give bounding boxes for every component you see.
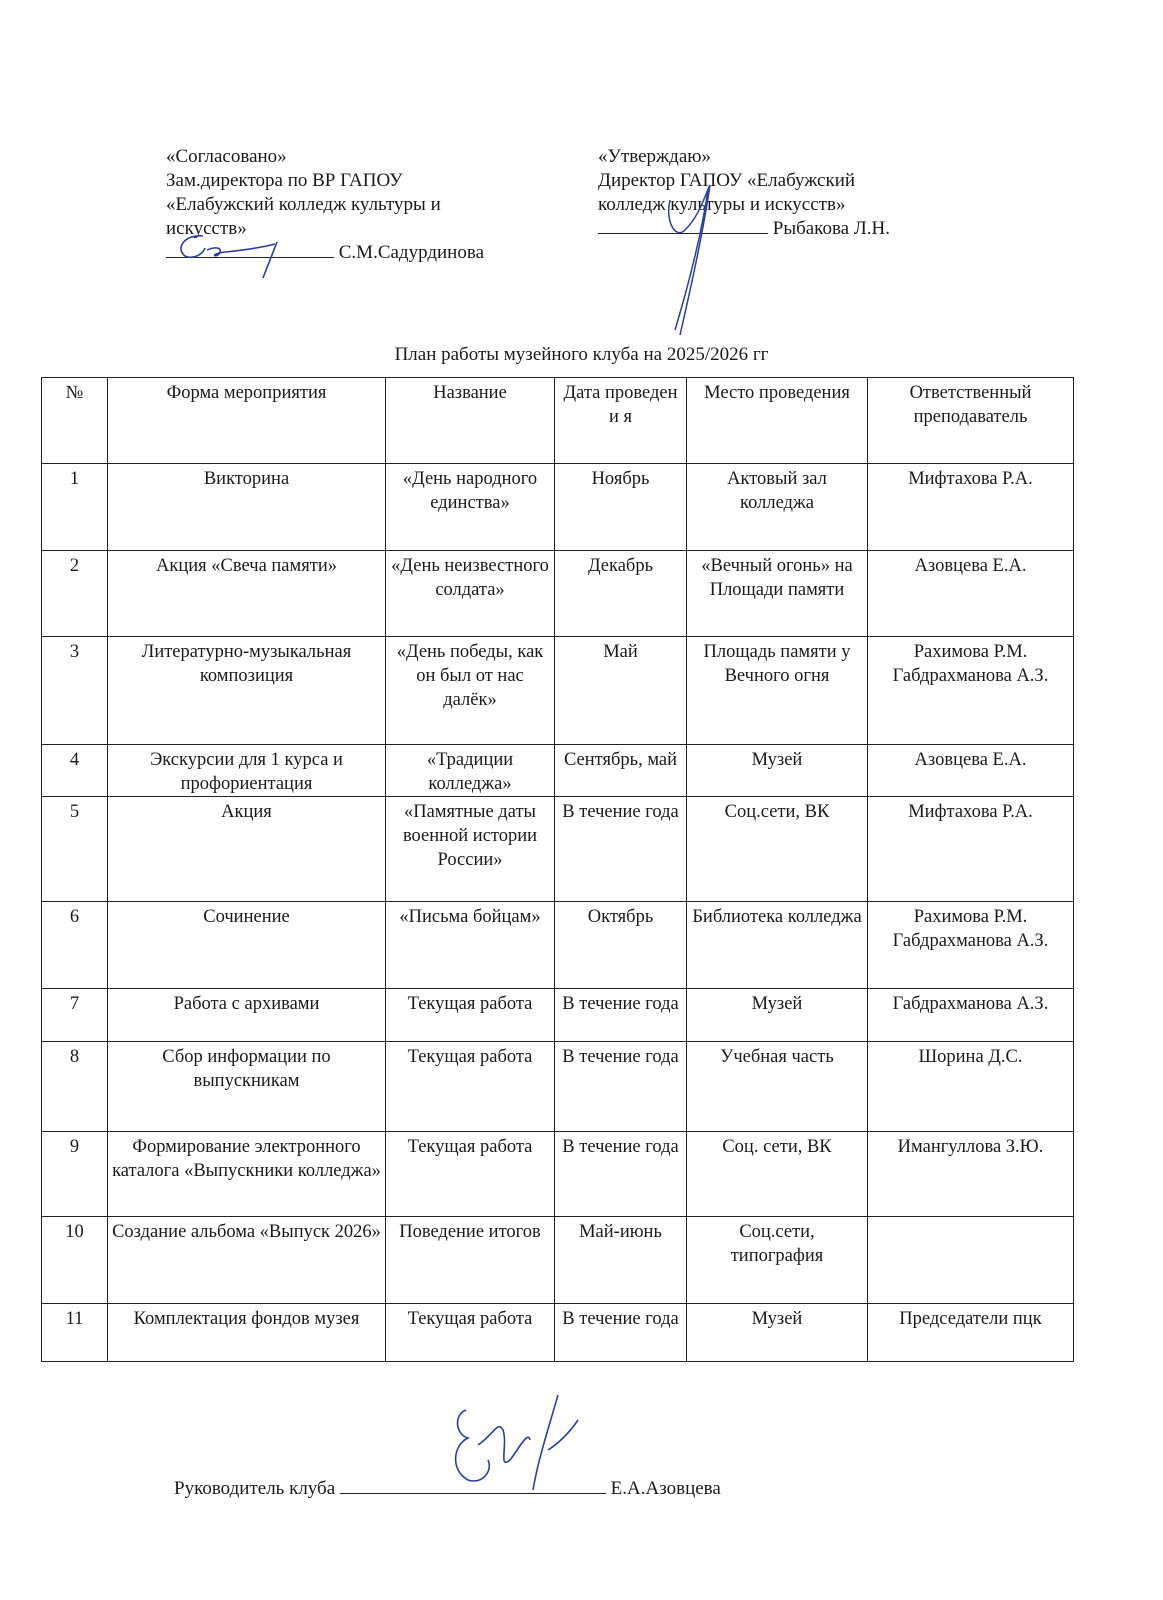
approval-left-block	[166, 145, 484, 265]
cell-date: Май-июнь	[555, 1217, 687, 1304]
approval-right-signature-line	[598, 217, 890, 241]
cell-responsible: Азовцева Е.А.	[868, 745, 1074, 797]
cell-form: Работа с архивами	[108, 989, 386, 1042]
cell-date: Ноябрь	[555, 464, 687, 551]
cell-name: Текущая работа	[386, 989, 555, 1042]
cell-form: Создание альбома «Выпуск 2026»	[108, 1217, 386, 1304]
approval-left-position: Зам.директора по ВР ГАПОУ	[166, 170, 403, 191]
cell-responsible: Рахимова Р.М. Габдрахманова А.З.	[868, 902, 1074, 989]
approval-right-position: Директор ГАПОУ «Елабужский	[598, 170, 856, 191]
cell-responsible: Имангуллова З.Ю.	[868, 1132, 1074, 1217]
approval-left-heading: «Согласовано»	[166, 146, 287, 167]
cell-form: Акция	[108, 797, 386, 902]
cell-form: Экскурсии для 1 курса и профориентация	[108, 745, 386, 797]
table-row	[42, 1217, 1074, 1304]
cell-num: 7	[42, 989, 108, 1042]
cell-responsible: Рахимова Р.М. Габдрахманова А.З.	[868, 637, 1074, 745]
signature-blank	[340, 1493, 606, 1494]
cell-name: Текущая работа	[386, 1042, 555, 1132]
approval-right-heading: «Утверждаю»	[598, 146, 711, 167]
table-row	[42, 551, 1074, 637]
header-num: №	[42, 378, 108, 464]
cell-form: Формирование электронного каталога «Выпускники колледжа»	[108, 1132, 386, 1217]
document-title: План работы музейного клуба на 2025/2026 гг	[394, 344, 769, 365]
approval-right-signer: Рыбакова Л.Н.	[772, 218, 890, 239]
cell-form: Сбор информации по выпускникам	[108, 1042, 386, 1132]
cell-date: В течение года	[555, 1042, 687, 1132]
cell-place: Музей	[687, 1304, 868, 1362]
cell-form: Акция «Свеча памяти»	[108, 551, 386, 637]
signature-blank	[166, 257, 334, 258]
cell-place: Музей	[687, 745, 868, 797]
table-row	[42, 745, 1074, 797]
cell-place: Соц.сети, типография	[687, 1217, 868, 1304]
signature-blank	[598, 233, 768, 234]
cell-num: 1	[42, 464, 108, 551]
table-row	[42, 1132, 1074, 1217]
cell-responsible: Шорина Д.С.	[868, 1042, 1074, 1132]
cell-date: Сентябрь, май	[555, 745, 687, 797]
approval-right-organization: колледж культуры и искусств»	[598, 194, 846, 215]
cell-responsible: Председатели пцк	[868, 1304, 1074, 1362]
cell-responsible	[868, 1217, 1074, 1304]
cell-num: 10	[42, 1217, 108, 1304]
plan-table	[41, 377, 1074, 1362]
header-responsible: Ответственный преподаватель	[868, 378, 1074, 464]
cell-num: 6	[42, 902, 108, 989]
header-name: Название	[386, 378, 555, 464]
header-place: Место проведения	[687, 378, 868, 464]
table-row	[42, 1304, 1074, 1362]
approval-left-organization: «Елабужский колледж культуры и	[166, 194, 441, 215]
cell-place: Актовый зал колледжа	[687, 464, 868, 551]
table-row	[42, 464, 1074, 551]
cell-date: Май	[555, 637, 687, 745]
cell-form: Комплектация фондов музея	[108, 1304, 386, 1362]
cell-num: 3	[42, 637, 108, 745]
cell-name: «Памятные даты военной истории России»	[386, 797, 555, 902]
cell-date: В течение года	[555, 1132, 687, 1217]
cell-num: 11	[42, 1304, 108, 1362]
cell-num: 2	[42, 551, 108, 637]
cell-date: В течение года	[555, 797, 687, 902]
cell-date: Октябрь	[555, 902, 687, 989]
approval-left-signer: С.М.Садурдинова	[338, 242, 484, 263]
header-form: Форма мероприятия	[108, 378, 386, 464]
cell-name: Текущая работа	[386, 1132, 555, 1217]
table-row	[42, 989, 1074, 1042]
cell-place: Соц. сети, ВК	[687, 1132, 868, 1217]
cell-num: 4	[42, 745, 108, 797]
cell-name: «День победы, как он был от нас далёк»	[386, 637, 555, 745]
cell-place: Учебная часть	[687, 1042, 868, 1132]
footer-label: Руководитель клуба	[174, 1478, 336, 1499]
cell-name: Поведение итогов	[386, 1217, 555, 1304]
footer-signer: Е.А.Азовцева	[610, 1478, 721, 1499]
cell-place: Музей	[687, 989, 868, 1042]
cell-form: Сочинение	[108, 902, 386, 989]
footer-signature-block	[174, 1477, 721, 1501]
cell-num: 5	[42, 797, 108, 902]
cell-place: «Вечный огонь» на Площади памяти	[687, 551, 868, 637]
approval-right-block	[598, 145, 890, 241]
cell-responsible: Габдрахманова А.З.	[868, 989, 1074, 1042]
cell-num: 9	[42, 1132, 108, 1217]
approval-left-signature-line	[166, 241, 484, 265]
cell-form: Литературно-музыкальная композиция	[108, 637, 386, 745]
cell-name: Текущая работа	[386, 1304, 555, 1362]
table-row	[42, 1042, 1074, 1132]
cell-date: В течение года	[555, 1304, 687, 1362]
cell-place: Соц.сети, ВК	[687, 797, 868, 902]
cell-responsible: Мифтахова Р.А.	[868, 464, 1074, 551]
cell-name: «День народного единства»	[386, 464, 555, 551]
table-row	[42, 902, 1074, 989]
table-header-row	[42, 378, 1074, 464]
table-row	[42, 637, 1074, 745]
cell-num: 8	[42, 1042, 108, 1132]
cell-form: Викторина	[108, 464, 386, 551]
cell-name: «День неизвестного солдата»	[386, 551, 555, 637]
cell-responsible: Мифтахова Р.А.	[868, 797, 1074, 902]
cell-name: «Письма бойцам»	[386, 902, 555, 989]
table-row	[42, 797, 1074, 902]
cell-name: «Традиции колледжа»	[386, 745, 555, 797]
cell-responsible: Азовцева Е.А.	[868, 551, 1074, 637]
header-date: Дата проведени я	[555, 378, 687, 464]
cell-place: Площадь памяти у Вечного огня	[687, 637, 868, 745]
cell-place: Библиотека колледжа	[687, 902, 868, 989]
approval-left-organization-cont: искусств»	[166, 218, 247, 239]
cell-date: В течение года	[555, 989, 687, 1042]
cell-date: Декабрь	[555, 551, 687, 637]
